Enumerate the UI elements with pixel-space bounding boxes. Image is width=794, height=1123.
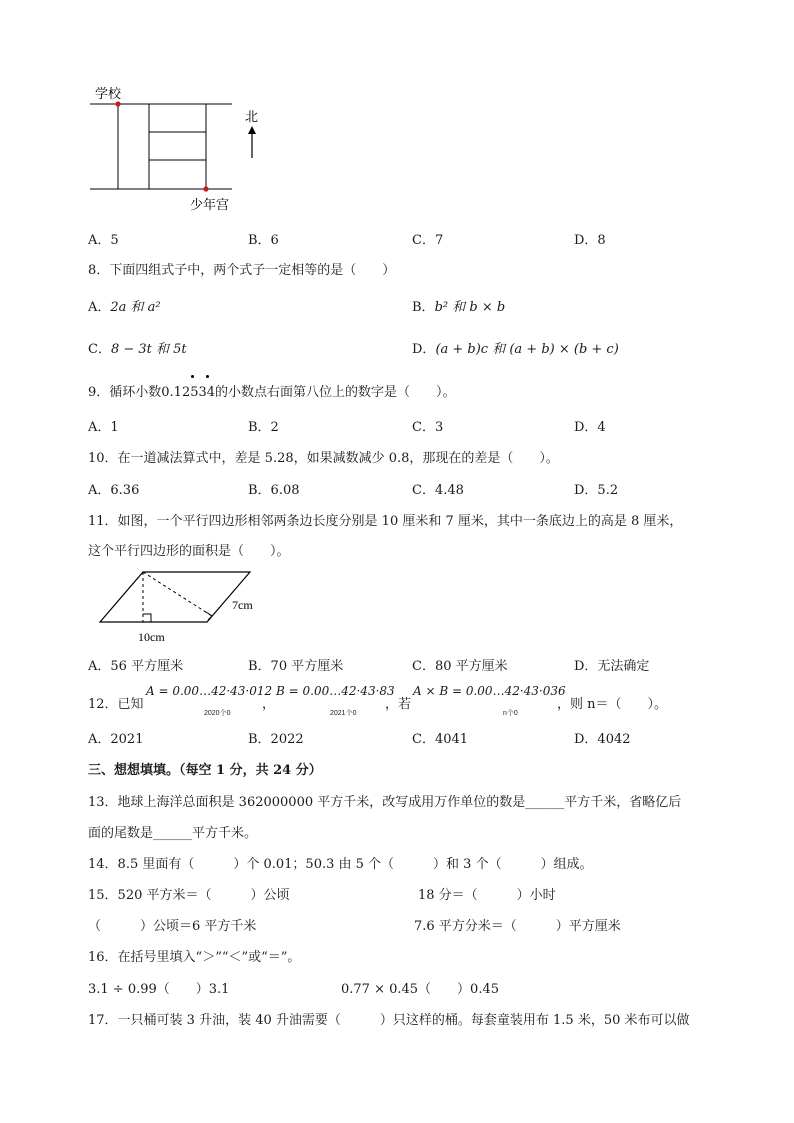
q12-option-b: B．2022	[248, 732, 304, 747]
q10-option-a: A．6.36	[88, 483, 140, 498]
q9-repeat-dot-2	[206, 375, 209, 378]
q11-option-c: C．80 平方厘米	[412, 659, 508, 674]
q9-option-a: A．1	[88, 420, 119, 435]
q13-line1: 13．地球上海洋总面积是 362000000 平方千米，改写成用万作单位的数是______平方千米，省略亿后	[88, 795, 682, 810]
q9-decimal: 0.12534	[161, 385, 216, 400]
q7-option-a: A．5	[88, 233, 119, 248]
q12-a-expr: A = 0.00…42·43·012	[146, 684, 273, 698]
q8-c-prefix: C．	[88, 342, 111, 357]
q12-ab-expr: A × B = 0.00…42·43·036	[413, 684, 566, 698]
q8-option-c	[88, 338, 187, 357]
q12-option-a: A．2021	[88, 732, 144, 747]
q12-mid: ，若	[385, 697, 412, 712]
q12-b-expr: B = 0.00…42·43·83	[276, 684, 395, 698]
q8-b-expr: b² 和 b × b	[434, 300, 506, 315]
q10-option-b: B．6.08	[248, 483, 300, 498]
north-arrow-head	[248, 126, 256, 134]
q15-c: （ ）公顷＝6 平方千米	[88, 919, 257, 934]
q16-a: 3.1 ÷ 0.99（ ）3.1	[88, 982, 230, 997]
q7-option-d: D．8	[574, 233, 606, 248]
q9-rest: 的小数点右面第八位上的数字是（ ）。	[215, 385, 456, 400]
side-right-angle	[206, 612, 212, 620]
palace-label: 少年宫	[190, 197, 230, 212]
q8-option-d	[412, 338, 619, 357]
height-right-angle	[143, 614, 151, 622]
q8-option-a	[88, 296, 161, 315]
q12-prefix: 12．已知	[88, 697, 144, 712]
q9-num: 9．循环小数	[88, 385, 162, 400]
q12-a-sub: 2020个0	[204, 710, 231, 717]
q12-option-d: D．4042	[574, 732, 631, 747]
q8-d-prefix: D．	[412, 342, 436, 357]
q12-comma: ，	[262, 697, 276, 712]
school-label: 学校	[95, 86, 122, 101]
q9-option-d: D．4	[574, 420, 606, 435]
q9-option-c: C．3	[412, 420, 444, 435]
q8-a-prefix: A．	[88, 300, 111, 315]
q15-d: 7.6 平方分米＝（ ）平方厘米	[414, 919, 621, 934]
base-label: 10cm	[138, 630, 165, 644]
q8-c-expr: 8 − 3t 和 5t	[110, 342, 187, 357]
q8-d-expr: (a + b)c 和 (a + b) × (b + c)	[435, 342, 619, 357]
q17-text: 17．一只桶可装 3 升油，装 40 升油需要（ ）只这样的桶。每套童装用布 1.5 米，50 米布可以做	[88, 1013, 690, 1028]
q11-option-d: D．无法确定	[574, 659, 650, 674]
q7-option-c: C．7	[412, 233, 444, 248]
q15-b: 18 分＝（ ）小时	[418, 888, 556, 903]
q12-ab-sub: n个0	[503, 710, 518, 717]
q10-option-d: D．5.2	[574, 483, 619, 498]
q7-option-b: B．6	[248, 233, 279, 248]
q11-stem-line2: 这个平行四边形的面积是（ ）。	[88, 544, 290, 559]
q11-option-a: A．56 平方厘米	[88, 659, 184, 674]
school-point	[115, 101, 120, 106]
q16-b: 0.77 × 0.45（ ）0.45	[341, 982, 499, 997]
height-to-side	[143, 572, 212, 616]
q10-option-c: C．4.48	[412, 483, 464, 498]
q8-stem: 8．下面四组式子中，两个式子一定相等的是（ ）	[88, 263, 396, 278]
q8-b-prefix: B．	[412, 300, 435, 315]
q13-line2: 面的尾数是______平方千米。	[88, 826, 258, 841]
parallelogram	[100, 572, 250, 622]
q15-a: 15．520 平方米＝（ ）公顷	[88, 888, 290, 903]
q16-stem: 16．在括号里填入“＞”“＜”或“＝”。	[88, 950, 301, 965]
q9-repeat-dot-1	[191, 375, 194, 378]
q9-option-b: B．2	[248, 420, 279, 435]
q11-stem-line1: 11．如图，一个平行四边形相邻两条边长度分别是 10 厘米和 7 厘米，其中一条底边上的高是 8 厘米，	[88, 514, 683, 529]
parallelogram-figure	[96, 564, 276, 648]
north-label: 北	[245, 109, 259, 124]
q8-option-b	[412, 296, 505, 315]
q14-text: 14．8.5 里面有（ ）个 0.01；50.3 由 5 个（ ）和 3 个（ ）组成。	[88, 857, 593, 872]
q12-tail: ，则 n＝（ ）。	[557, 697, 668, 712]
map-figure	[84, 82, 284, 214]
q11-option-b: B．70 平方厘米	[248, 659, 344, 674]
q12-option-c: C．4041	[412, 732, 469, 747]
section-3-title: 三、想想填填。（每空 1 分，共 24 分）	[88, 763, 322, 778]
q12-b-sub: 2021个0	[330, 710, 357, 717]
q8-a-expr: 2a 和 a²	[110, 300, 161, 315]
q9-stem	[88, 381, 456, 400]
q10-stem: 10．在一道减法算式中，差是 5.28，如果减数减少 0.8，那现在的差是（ ）。	[88, 451, 559, 466]
palace-point	[203, 186, 208, 191]
side-label: 7cm	[232, 598, 253, 612]
